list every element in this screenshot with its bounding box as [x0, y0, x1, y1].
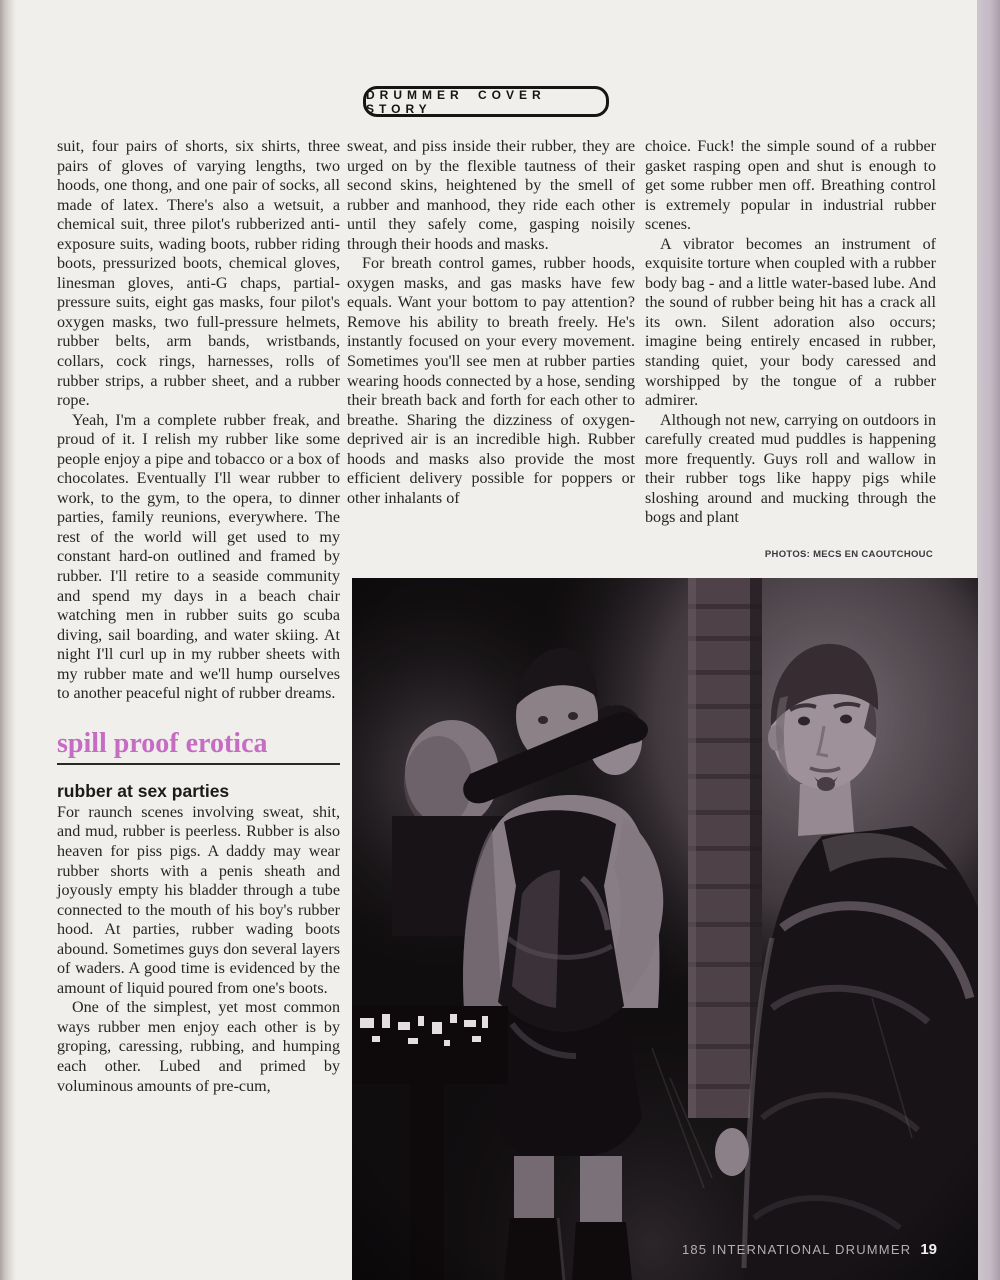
cover-story-badge-label: DRUMMER COVER STORY — [366, 87, 546, 116]
magazine-title: 185 INTERNATIONAL DRUMMER — [681, 1242, 912, 1257]
text-column-2 — [347, 137, 635, 508]
page-footer — [682, 1241, 937, 1258]
section-subheading: rubber at sex parties — [57, 780, 230, 801]
photo-credit: PHOTOS: MECS EN CAOUTCHOUC — [764, 549, 933, 560]
body-paragraph: A vibrator becomes an instrument of exquisite torture when coupled with a rubber body bag - and a little water-based lube. And the sound of rubber being hit has a crack all its own. Silent adoration also occurs; imagine being entirely encased in rubber, standing quiet, your body caressed and worshipped by the tongue of a rubber admirer. — [645, 235, 936, 410]
text-column-1 — [57, 137, 340, 1096]
scan-edge-right — [979, 0, 1000, 1280]
section-heading: spill proof erotica — [57, 730, 340, 765]
body-paragraph: choice. Fuck! the simple sound of a rubber gasket rasping open and shut is enough to get some rubber men off. Breathing control is extremely popular in industrial rubber scenes. — [645, 138, 936, 234]
text-column-3 — [645, 137, 936, 528]
body-paragraph: For raunch scenes involving sweat, shit, and mud, rubber is peerless. Rubber is also heaven for piss pigs. A daddy may wear rubber shorts with a penis sheath and joyously empty his bladder through a tube connected to the mouth of his boy's rubber hood. At parties, rubber wading boots abound. Sometimes guys don several layers of waders. A good time is evidenced by the amount of liquid poured from one's boots. — [57, 803, 340, 997]
body-paragraph: Yeah, I'm a complete rubber freak, and proud of it. I relish my rubber like some people enjoy a pipe and tobacco or a box of chocolates. Eventually I'll wear rubber to work, to the gym, to the opera, to dinner parties, family reunions, everywhere. The rest of the world will get used to my constant hard-on outlined and framed by rubber. I'll retire to a seaside community and spend my days in a beach chair watching men in rubber suits go scuba diving, sail boarding, and water skiing. At night I'll curl up in my rubber sheets with my rubber mate and we'll hump ourselves to another peaceful night of rubber dreams. — [57, 411, 340, 703]
scan-edge-left — [0, 0, 16, 1280]
article-photo — [352, 578, 978, 1280]
cover-story-badge — [363, 86, 609, 117]
body-paragraph: suit, four pairs of shorts, six shirts, three pairs of gloves of varying lengths, two hoods, one thong, and one pair of socks, all made of latex. There's also a wetsuit, a chemical suit, three pilot's rubberized anti-exposure suits, wading boots, rubber riding boots, pressurized boots, chemical gloves, linesman gloves, anti-G chaps, partial-pressure suits, eight gas masks, four pilot's oxygen masks, two full-pressure helmets, rubber belts, arm bands, wristbands, collars, cock rings, harnesses, rolls of rubber strips, a rubber sheet, and a rubber rope. — [57, 138, 340, 410]
body-paragraph: sweat, and piss inside their rubber, they are urged on by the flexible tautness of their second skins, heightened by the smell of rubber and manhood, they ride each other until they safely come, gasping noisily through their hoods and masks. — [347, 138, 635, 253]
photo-illustration — [352, 578, 978, 1280]
page-number: 19 — [920, 1241, 937, 1258]
body-paragraph: For breath control games, rubber hoods, oxygen masks, and gas masks have few equals. Want your bottom to pay attention? Remove his ability to breath freely. He's instantly focused on your every movement. Sometimes you'll see men at rubber parties wearing hoods connected by a hose, sending their breath back and forth for each other to breathe. Sharing the dizziness of oxygen-deprived air is an incredible high. Rubber hoods and masks also provide the most efficient delivery possible for poppers or other inhalants of — [347, 255, 635, 507]
body-paragraph: One of the simplest, yet most common ways rubber men enjoy each other is by groping, caressing, rubbing, and humping each other. Lubed and primed by voluminous amounts of pre-cum, — [57, 999, 340, 1095]
body-paragraph: Although not new, carrying on outdoors in carefully created mud puddles is happening more frequently. Guys roll and wallow in their rubber togs like happy pigs while sloshing around and mucking through the bogs and plant — [645, 411, 936, 527]
